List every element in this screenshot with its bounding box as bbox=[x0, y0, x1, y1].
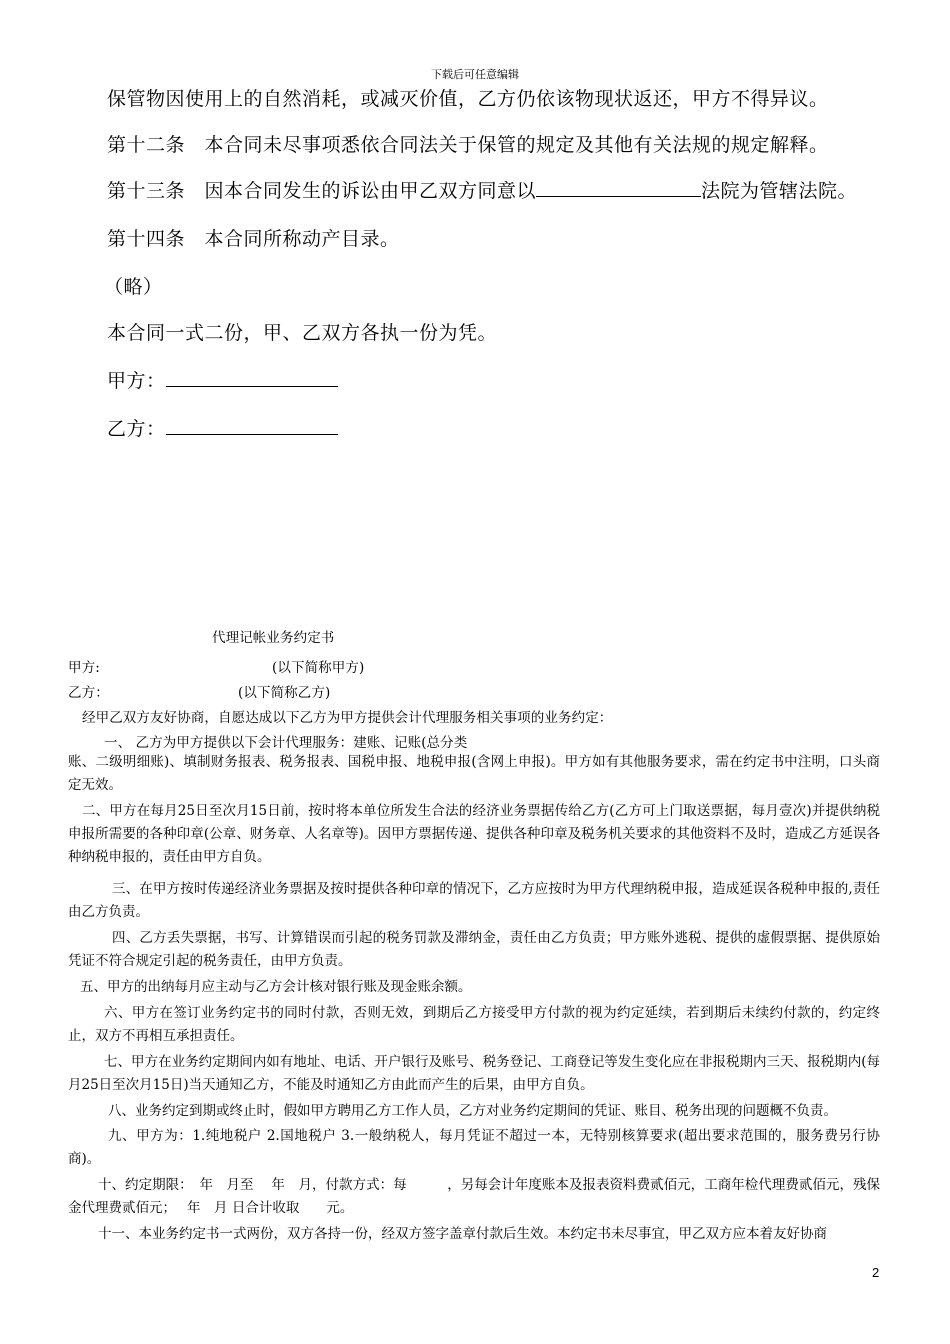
party-b-signature bbox=[107, 414, 338, 441]
article-14: 第十四条 本合同所称动产目录。 bbox=[107, 228, 400, 250]
clause-3: 三、在甲方按时传递经济业务票据及按时提供各种印章的情况下，乙方应按时为甲方代理纳税申报，造成延误各税种申报的,责任由乙方负责。 bbox=[68, 881, 880, 920]
clause-10: 十、约定期限： 年 月至 年 月，付款方式：每 ，另每会计年度账本及报表资料费贰佰元，工商年检代理费贰佰元，残保金代理费贰佰元； 年 月 日合计收取 元。 bbox=[68, 1177, 880, 1216]
party-a-label: 甲方： bbox=[107, 370, 166, 392]
clause-8: 八、业务约定到期或终止时，假如甲方聘用乙方工作人员，乙方对业务约定期间的凭证、账目、税务出现的问题概不负责。 bbox=[108, 1103, 837, 1119]
clause-line: 保管物因使用上的自然消耗，或减灭价值，乙方仍依该物现状返还，甲方不得异议。 bbox=[107, 88, 829, 110]
clause-6: 六、甲方在签订业务约定书的同时付款，否则无效，到期后乙方接受甲方付款的视为约定延续，若到期后未续约付款的，约定终止，双方不再相互承担责任。 bbox=[68, 1005, 880, 1044]
page-header: 下载后可任意编辑 bbox=[431, 68, 519, 81]
article-13-text-a: 第十三条 因本合同发生的诉讼由甲乙双方同意以 bbox=[107, 180, 537, 202]
clause-11: 十一、本业务约定书一式两份，双方各持一份，经双方签字盖章付款后生效。本约定书未尽事宜，甲乙双方应本着友好协商 bbox=[98, 1226, 827, 1242]
agreement-party-a-label: 甲方: bbox=[68, 660, 100, 676]
article-12: 第十二条 本合同未尽事项悉依合同法关于保管的规定及其他有关法规的规定解释。 bbox=[107, 134, 829, 156]
agreement-party-a-note: (以下简称甲方) bbox=[272, 660, 365, 676]
party-a-blank bbox=[166, 368, 338, 387]
copies-statement: 本合同一式二份，甲、乙双方各执一份为凭。 bbox=[107, 322, 498, 344]
clause-2: 二、甲方在每月25日至次月15日前，按时将本单位所发生合法的经济业务票据传给乙方(乙方可上门取送票据，每月壹次)并提供纳税申报所需要的各种印章(公章、财务章、人名章等)。因甲方票据传递、提供各种印章及税务机关要求的其他资料不及时，造成乙方延误各种纳税申报的，责任由甲方自负。 bbox=[68, 803, 880, 865]
agreement-intro: 经甲乙双方友好协商，自愿达成以下乙方为甲方提供会计代理服务相关事项的业务约定： bbox=[82, 710, 613, 726]
clause-7: 七、甲方在业务约定期间内如有地址、电话、开户银行及账号、税务登记、工商登记等发生变化应在非报税期内三天、报税期内(每月25日至次月15日)当天通知乙方，不能及时通知乙方由此而产生的后果，由甲方自负。 bbox=[68, 1054, 880, 1093]
party-a-signature bbox=[107, 366, 338, 393]
party-b-label: 乙方： bbox=[107, 418, 166, 440]
clause-9: 九、甲方为：1.纯地税户 2.国地税户 3.一般纳税人，每月凭证不超过一本，无特别核算要求(超出要求范围的，服务费另行协商)。 bbox=[68, 1128, 880, 1167]
clause-5: 五、甲方的出纳每月应主动与乙方会计核对银行账及现金账余额。 bbox=[80, 979, 472, 995]
article-13-text-b: 法院为管辖法院。 bbox=[701, 180, 858, 202]
page-number: 2 bbox=[872, 1265, 880, 1280]
agreement-title: 代理记帐业务约定书 bbox=[212, 630, 335, 646]
court-blank bbox=[536, 178, 701, 197]
clause-4: 四、乙方丢失票据，书写、计算错误而引起的税务罚款及滞纳金，责任由乙方负责；甲方账外逃税、提供的虚假票据、提供原始凭证不符合规定引起的税务责任，由甲方负责。 bbox=[68, 930, 880, 969]
agreement-party-b-label: 乙方： bbox=[68, 685, 109, 701]
clause-1-rest: 账、二级明细账)、填制财务报表、税务报表、国税申报、地税申报(含网上申报)。甲方如有其他服务要求，需在约定书中注明，口头商定无效。 bbox=[68, 754, 880, 793]
omitted-note: （略） bbox=[104, 276, 163, 298]
agreement-party-b-note: (以下简称乙方) bbox=[238, 685, 331, 701]
article-13 bbox=[107, 176, 857, 203]
party-b-blank bbox=[166, 416, 338, 435]
clause-1-first-line: 一、 乙方为甲方提供以下会计代理服务：建账、记账(总分类 bbox=[104, 735, 468, 751]
